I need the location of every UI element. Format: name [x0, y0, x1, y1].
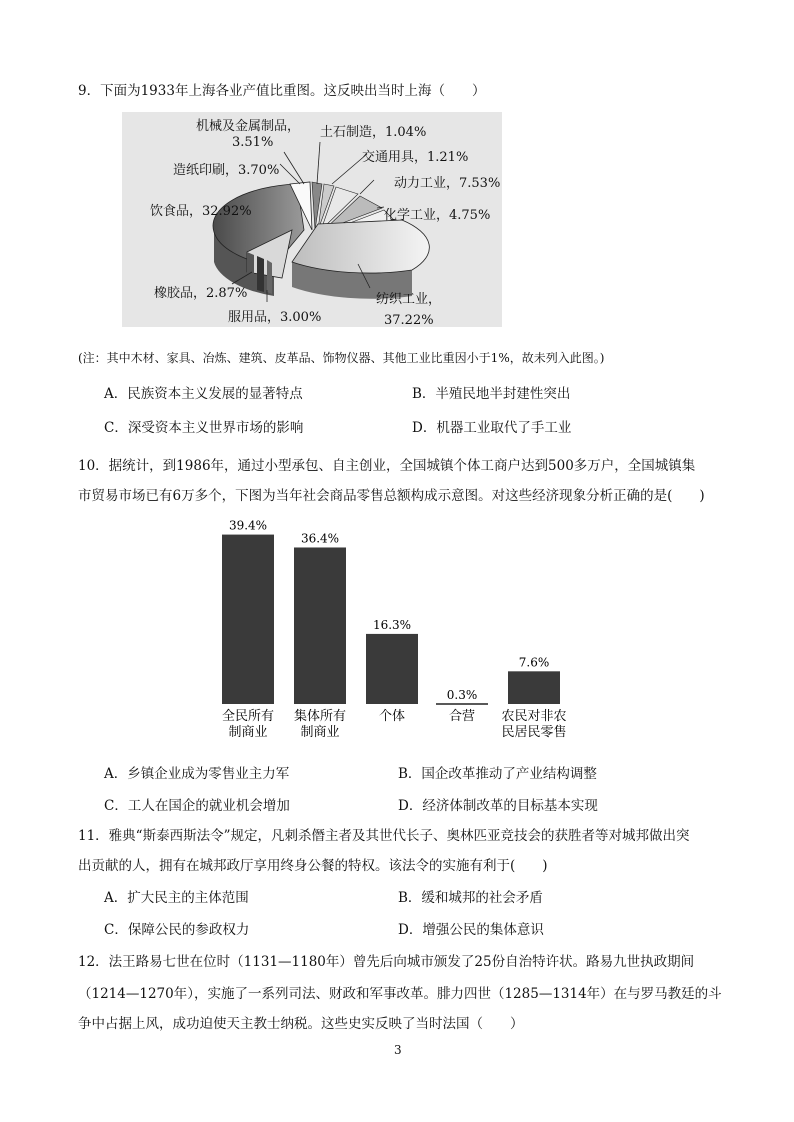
label-jixie: 机械及金属制品， — [196, 119, 301, 134]
label-tushi: 土石制造，1.04% — [320, 125, 427, 140]
bar-4 — [508, 671, 560, 704]
bar-1 — [294, 547, 346, 704]
label-xiangjiao: 橡胶品，2.87% — [154, 286, 248, 301]
bar-value-label-1: 36.4% — [300, 531, 340, 546]
bar-value-label-4: 7.6% — [518, 655, 550, 670]
bar-2 — [366, 634, 418, 704]
label-jiaotong: 交通用具，1.21% — [362, 150, 469, 165]
q9-stem: 9．下面为1933年上海各业产值比重图。这反映出当时上海（ ） — [78, 83, 486, 99]
q12-stem-line1: 12．法王路易七世在位时（1131—1180年）曾先后向城市颁发了25份自治特许状。路易九世执政期间 — [78, 954, 695, 970]
label-huaxue: 化学工业，4.75% — [384, 208, 491, 223]
q10-option-d[interactable]: D．经济体制改革的目标基本实现 — [398, 798, 598, 814]
label-fangzhi: 纺织工业， — [376, 292, 442, 307]
q10-option-c[interactable]: C．工人在国企的就业机会增加 — [104, 798, 290, 814]
q12-stem-line3: 争中占据上风，成功迫使天主教士纳税。这些史实反映了当时法国（ ） — [78, 1016, 524, 1032]
q12-stem-line2: （1214—1270年），实施了一系列司法、财政和军事改革。腓力四世（1285—1314年）在与罗马教廷的斗 — [78, 986, 722, 1002]
category-label-2-0: 个体 — [378, 709, 406, 724]
q11-option-a[interactable]: A．扩大民主的主体范围 — [104, 890, 249, 906]
category-label-3-0: 合营 — [448, 709, 476, 724]
q9-option-d[interactable]: D．机器工业取代了手工业 — [412, 420, 572, 436]
q11-stem-line1: 11．雅典“斯泰西斯法令”规定，凡刺杀僭主者及其世代长子、奥林匹亚竞技会的获胜者等对城邦做出突 — [78, 828, 690, 844]
bar-value-label-2: 16.3% — [372, 617, 412, 632]
label-fuyong: 服用品，3.00% — [228, 310, 322, 325]
q10-option-a[interactable]: A．乡镇企业成为零售业主力军 — [104, 766, 290, 782]
q10-bar-chart — [210, 514, 610, 754]
bar-value-label-3: 0.3% — [446, 688, 478, 702]
q11-option-c[interactable]: C．保障公民的参政权力 — [104, 922, 250, 938]
label-yinshi: 饮食品，32.92% — [150, 204, 252, 219]
label-dongli: 动力工业，7.53% — [394, 176, 501, 191]
label-fangzhi-pct: 37.22% — [384, 313, 434, 328]
q11-option-b[interactable]: B．缓和城邦的社会矛盾 — [398, 890, 543, 906]
label-zaozhi: 造纸印刷，3.70% — [173, 163, 280, 178]
q9-note: (注：其中木材、家具、冶炼、建筑、皮革品、饰物仪器、其他工业比重因小于1%，故未列入此图。) — [78, 351, 605, 365]
category-label-1-0: 集体所有 — [293, 709, 347, 724]
category-label-1-1: 制商业 — [300, 725, 340, 740]
category-label-4-1: 民居民零售 — [501, 725, 567, 740]
q10-stem-line1: 10．据统计，到1986年，通过小型承包、自主创业，全国城镇个体工商户达到500多万户，全国城镇集 — [78, 458, 696, 474]
q9-option-c[interactable]: C．深受资本主义世界市场的影响 — [104, 420, 304, 436]
page-number: 3 — [394, 1043, 402, 1057]
slice-fangzhi — [292, 220, 429, 299]
bar-0 — [222, 535, 274, 704]
q10-option-b[interactable]: B．国企改革推动了产业结构调整 — [398, 766, 597, 782]
q9-option-b[interactable]: B．半殖民地半封建性突出 — [412, 386, 571, 402]
category-label-4-0: 农民对非农 — [501, 709, 567, 724]
category-label-0-1: 制商业 — [228, 725, 268, 740]
q11-stem-line2: 出贡献的人，拥有在城邦政厅享用终身公餐的特权。该法令的实施有利于( ) — [78, 858, 548, 874]
q10-stem-line2: 市贸易市场已有6万多个，下图为当年社会商品零售总额构成示意图。对这些经济现象分析正确的是( ) — [78, 488, 705, 504]
bar-value-label-0: 39.4% — [228, 518, 268, 533]
q9-option-a[interactable]: A．民族资本主义发展的显著特点 — [104, 386, 303, 402]
q11-option-d[interactable]: D．增强公民的集体意识 — [398, 922, 544, 938]
category-label-0-0: 全民所有 — [221, 709, 275, 724]
label-jixie-pct: 3.51% — [232, 135, 274, 150]
